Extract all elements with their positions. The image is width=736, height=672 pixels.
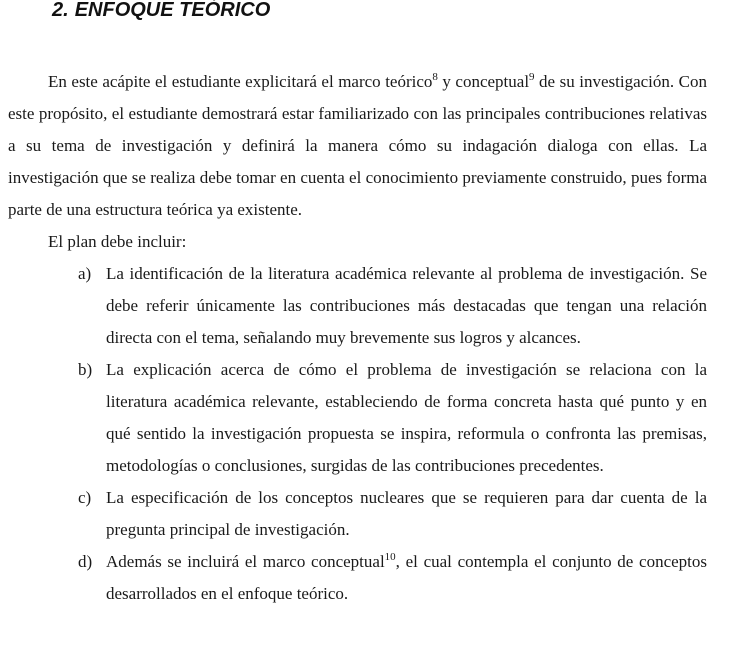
body-text <box>8 66 707 610</box>
plan-items-list <box>8 258 707 610</box>
list-item-text: La explicación acerca de cómo el problema de investigación se relaciona con la literatura académica relevante, estableciendo de forma concreta hasta qué punto y en qué sentido la investigación propuesta se inspira, reformula o confronta las premisas, metodologías o conclusiones, surgidas de las contribuciones precedentes. <box>106 360 707 475</box>
list-item-c <box>8 482 707 546</box>
list-item-label: c) <box>78 488 92 507</box>
intro-text-3: de su investigación. Con este propósito, el estudiante demostrará estar familiarizado con las principales contribuciones relativas a su tema de investigación y definirá la manera cómo su indagación dialoga con ellas. La investigación que se realiza debe tomar en cuenta el conocimiento previamente construido, pues forma parte de una estructura teórica ya existente. <box>8 72 707 219</box>
section-number: 2. <box>52 0 69 21</box>
list-item-text-end: , el cual contempla el conjunto de conceptos desarrollados en el enfoque teórico. <box>106 552 707 603</box>
list-item-label: d) <box>78 552 93 571</box>
list-item-d <box>8 546 707 610</box>
list-item-label: b) <box>78 360 93 379</box>
plan-intro: El plan debe incluir: <box>48 232 187 251</box>
section-title: ENFOQUE TEÓRICO <box>74 0 271 21</box>
footnote-ref-9: 9 <box>529 71 535 83</box>
intro-paragraph <box>8 66 707 226</box>
list-item-a <box>8 258 707 354</box>
list-item-text: Además se incluirá el marco conceptual <box>106 552 385 571</box>
footnote-ref-8: 8 <box>432 71 438 83</box>
list-item-text: La especificación de los conceptos nucleares que se requieren para dar cuenta de la pregunta principal de investigación. <box>106 488 707 539</box>
list-item-text: La identificación de la literatura académica relevante al problema de investigación. Se debe referir únicamente las contribuciones más destacadas que tengan una relación directa con el tema, señalando muy brevemente sus logros y alcances. <box>106 264 707 347</box>
section-heading <box>52 0 270 22</box>
intro-text-2: y conceptual <box>437 72 530 91</box>
footnote-ref-10: 10 <box>384 551 396 563</box>
intro-text-1: En este acápite el estudiante explicitará el marco teórico <box>48 72 433 91</box>
list-item-label: a) <box>78 264 92 283</box>
list-item-b <box>8 354 707 482</box>
